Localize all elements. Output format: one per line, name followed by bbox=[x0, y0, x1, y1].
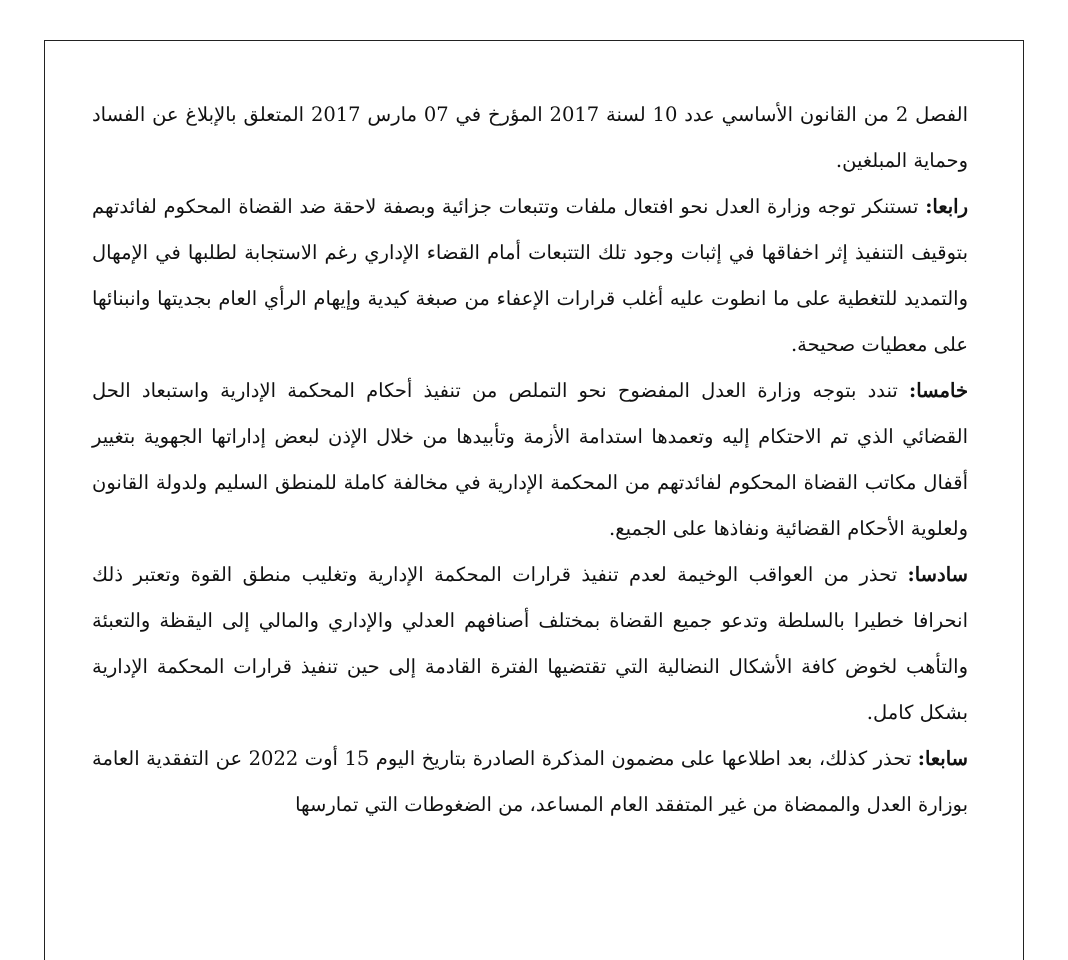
paragraph-label: سابعا: bbox=[917, 747, 969, 770]
paragraph-text: تندد بتوجه وزارة العدل المفضوح نحو التملص من تنفيذ أحكام المحكمة الإدارية واستبعاد الحل القضائي الذي تم الاحتكام إليه وتعمدها استدامة الأزمة وتأبيدها من خلال الإذن لبعض إداراتها الجهوية بتغيير أقفال مكاتب القضاة المحكوم لفائدتهم من المحكمة الإدارية في مخالفة كاملة للمنطق السليم ولدولة القانون ولعلوية الأحكام القضائية ونفاذها على الجميع. bbox=[92, 379, 968, 540]
paragraph-label: رابعا: bbox=[925, 195, 968, 218]
paragraph-text: تحذر من العواقب الوخيمة لعدم تنفيذ قرارات المحكمة الإدارية وتغليب منطق القوة وتعتبر ذلك انحرافا خطيرا بالسلطة وتدعو جميع القضاة بمختلف أصنافهم العدلي والإداري والمالي إلى اليقظة والتعبئة والتأهب لخوض كافة الأشكال النضالية التي تقتضيها الفترة القادمة إلى حين تنفيذ قرارات المحكمة الإدارية بشكل كامل. bbox=[92, 563, 968, 724]
paragraph-text: تحذر كذلك، بعد اطلاعها على مضمون المذكرة الصادرة بتاريخ اليوم 15 أوت 2022 عن التفقدية العامة بوزارة العدل والممضاة من غير المتفقد العام المساعد، من الضغوطات التي تمارسها bbox=[92, 747, 968, 816]
paragraph-seventh bbox=[92, 736, 968, 828]
paragraph-label: سادسا: bbox=[907, 563, 968, 586]
paragraph-text: الفصل 2 من القانون الأساسي عدد 10 لسنة 2017 المؤرخ في 07 مارس 2017 المتعلق بالإبلاغ عن الفساد وحماية المبلغين. bbox=[92, 103, 969, 172]
paragraph-fifth bbox=[92, 368, 968, 552]
paragraph-text: تستنكر توجه وزارة العدل نحو افتعال ملفات وتتبعات جزائية وبصفة لاحقة ضد القضاة المحكوم لفائدتهم بتوقيف التنفيذ إثر اخفاقها في إثبات وجود تلك التتبعات أمام القضاء الإداري رغم الاستجابة لطلبها في الإمهال والتمديد للتغطية على ما انطوت عليه أغلب قرارات الإعفاء من صبغة كيدية وإيهام الرأي العام بجديتها وانبنائها على معطيات صحيحة. bbox=[92, 195, 968, 356]
document-body bbox=[92, 92, 968, 828]
paragraph-sixth bbox=[92, 552, 968, 736]
paragraph-label: خامسا: bbox=[909, 379, 968, 402]
paragraph-intro bbox=[92, 92, 968, 184]
paragraph-fourth bbox=[92, 184, 968, 368]
